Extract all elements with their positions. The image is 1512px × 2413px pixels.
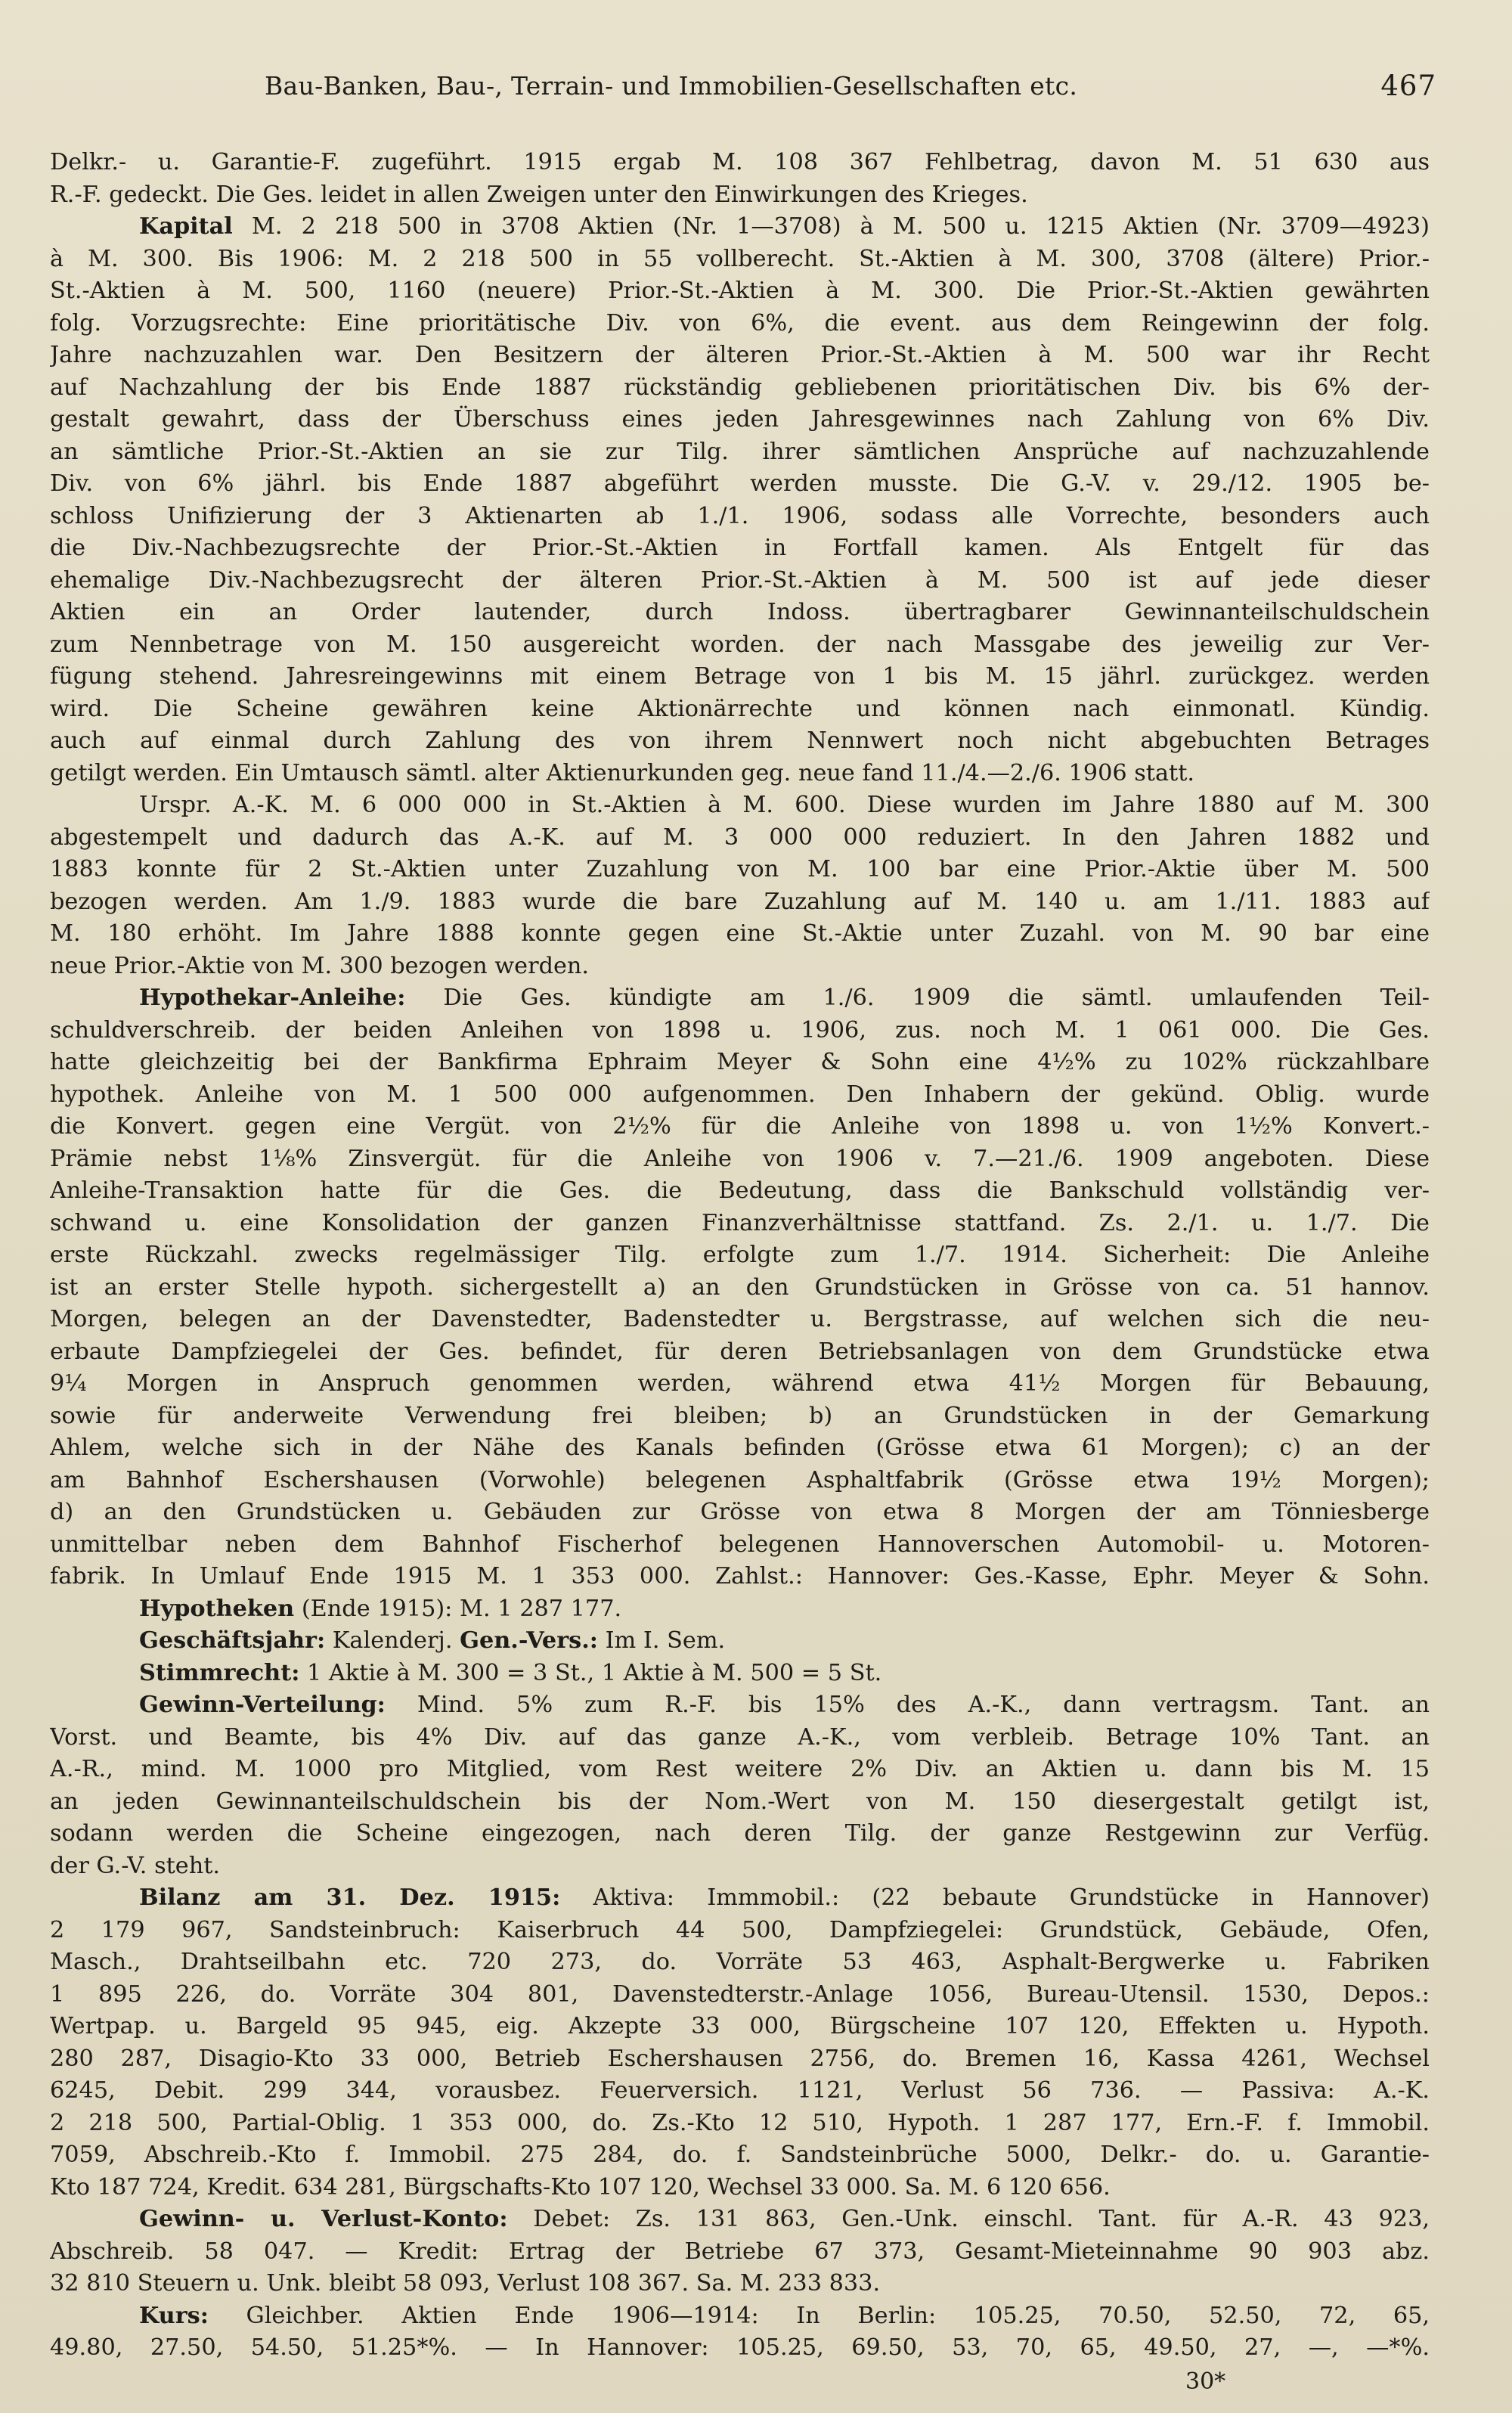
line-text: 1 Aktie à M. 300 = 3 St., 1 Aktie à M. 500 = 5 St. xyxy=(299,1659,882,1686)
section-heading: Geschäftsjahr: xyxy=(139,1627,326,1654)
line-text: 32 810 Steuern u. Unk. bleibt 58 093, Verlust 108 367. Sa. M. 233 833. xyxy=(50,2270,881,2297)
line-text: d) an den Grundstücken u. Gebäuden zur Grösse von etwa 8 Morgen der am Tönniesberge xyxy=(50,1499,1430,1525)
text-line xyxy=(50,1786,1430,1819)
section-heading: Gen.-Vers.: xyxy=(460,1627,598,1654)
text-line xyxy=(50,340,1430,372)
line-text: am Bahnhof Eschershausen (Vorwohle) belegenen Asphaltfabrik (Grösse etwa 19½ Morgen); xyxy=(50,1466,1430,1493)
text-line xyxy=(50,1111,1430,1143)
line-text: St.-Aktien à M. 500, 1160 (neuere) Prior.-St.-Aktien à M. 300. Die Prior.-St.-Aktien gewährten xyxy=(50,278,1430,304)
line-text: unmittelbar neben dem Bahnhof Fischerhof belegenen Hannoverschen Automobil- u. Motoren- xyxy=(50,1531,1430,1558)
section-heading: Kapital xyxy=(139,213,233,240)
line-text: erbaute Dampfziegelei der Ges. befindet, für deren Betriebsanlagen von dem Grundstücke etwa xyxy=(50,1338,1430,1365)
section-heading: Bilanz am 31. Dez. 1915: xyxy=(139,1884,561,1911)
text-line xyxy=(50,1946,1430,1979)
line-text: Urspr. A.-K. M. 6 000 000 in St.-Aktien à M. 600. Diese wurden im Jahre 1880 auf M. 300 xyxy=(139,792,1430,818)
text-line xyxy=(50,404,1430,436)
text-line xyxy=(50,1015,1430,1047)
line-text: ist an erster Stelle hypoth. sichergestellt a) an den Grundstücken in Grösse von ca. 51 hannov. xyxy=(50,1273,1430,1301)
text-line xyxy=(50,243,1430,276)
line-text: Mind. 5% zum R.-F. bis 15% des A.-K., dann vertragsm. Tant. an xyxy=(385,1692,1430,1718)
text-line xyxy=(50,789,1430,822)
text-line xyxy=(50,1047,1430,1079)
page-number: 467 xyxy=(1380,70,1436,102)
text-line xyxy=(50,822,1430,854)
text-line xyxy=(50,951,1430,983)
section-heading: Hypothekar-Anleihe: xyxy=(139,985,406,1011)
text-line xyxy=(50,2043,1430,2076)
line-text: 9¼ Morgen in Anspruch genommen werden, während etwa 41½ Morgen für Bebauung, xyxy=(50,1370,1430,1397)
line-text: an sämtliche Prior.-St.-Aktien an sie zur Tilg. ihrer sämtlichen Ansprüche auf nachzuzahlende xyxy=(50,438,1430,465)
text-line xyxy=(50,2300,1430,2333)
text-line xyxy=(50,1239,1430,1272)
text-line xyxy=(50,1336,1430,1369)
text-line xyxy=(50,1561,1430,1593)
line-text: zum Nennbetrage von M. 150 ausgereicht worden. der nach Massgabe des jeweilig zur Ver- xyxy=(50,631,1430,658)
text-line xyxy=(50,629,1430,662)
line-text: Vorst. und Beamte, bis 4% Div. auf das ganze A.-K., vom verbleib. Betrage 10% Tant. an xyxy=(50,1723,1430,1751)
line-text: (Ende 1915): M. 1 287 177. xyxy=(294,1595,622,1622)
running-head: Bau-Banken, Bau-, Terrain- und Immobilien-Gesellschaften etc. xyxy=(265,71,1078,101)
line-text: hypothek. Anleihe von M. 1 500 000 aufgenommen. Den Inhabern der gekünd. Oblig. wurde xyxy=(50,1081,1430,1108)
text-line xyxy=(50,725,1430,758)
line-text: schwand u. eine Konsolidation der ganzen Finanzverhältnisse stattfand. Zs. 2./1. u. 1./7. Die xyxy=(50,1209,1430,1236)
text-line xyxy=(50,1979,1430,2011)
line-text: R.-F. gedeckt. Die Ges. leidet in allen Zweigen unter den Einwirkungen des Krieges. xyxy=(50,181,1028,208)
line-text: sodann werden die Scheine eingezogen, nach deren Tilg. der ganze Restgewinn zur Verfüg. xyxy=(50,1820,1430,1847)
line-text: 2 179 967, Sandsteinbruch: Kaiserbruch 44 500, Dampfziegelei: Grundstück, Gebäude, Ofen, xyxy=(50,1916,1430,1943)
line-text: Gleichber. Aktien Ende 1906—1914: In Berlin: 105.25, 70.50, 52.50, 72, 65, xyxy=(208,2302,1430,2329)
line-text: Prämie nebst 1⅛% Zinsvergüt. für die Anleihe von 1906 v. 7.—21./6. 1909 angeboten. Diese xyxy=(50,1145,1430,1172)
line-text: an jeden Gewinnanteilschuldschein bis der Nom.-Wert von M. 150 diesergestalt getilgt ist, xyxy=(50,1788,1430,1815)
text-line xyxy=(50,372,1430,405)
line-text: Kalenderj. xyxy=(325,1627,460,1654)
line-text: Morgen, belegen an der Davenstedter, Badenstedter u. Bergstrasse, auf welchen sich die neu- xyxy=(50,1306,1430,1332)
line-text: der G.-V. steht. xyxy=(50,1852,221,1879)
text-line xyxy=(50,1658,1430,1690)
line-text: schloss Unifizierung der 3 Aktienarten ab 1./1. 1906, sodass alle Vorrechte, besonders auch xyxy=(50,502,1430,529)
text-line xyxy=(50,179,1430,212)
line-text: Delkr.- u. Garantie-F. zugeführt. 1915 ergab M. 108 367 Fehlbetrag, davon M. 51 630 aus xyxy=(50,149,1430,175)
section-heading: Hypotheken xyxy=(139,1595,295,1622)
text-line xyxy=(50,886,1430,919)
text-line xyxy=(50,982,1430,1015)
text-line xyxy=(50,693,1430,726)
line-text: Masch., Drahtseilbahn etc. 720 273, do. Vorräte 53 463, Asphalt-Bergwerke u. Fabriken xyxy=(50,1949,1430,1975)
text-line xyxy=(50,436,1430,469)
line-text: fügung stehend. Jahresreingewinns mit einem Betrage von 1 bis M. 15 jährl. zurückgez. werden xyxy=(50,663,1430,690)
text-line xyxy=(50,1143,1430,1176)
line-text: Abschreib. 58 047. — Kredit: Ertrag der Betriebe 67 373, Gesamt-Mieteinnahme 90 903 abz. xyxy=(50,2238,1430,2265)
text-line xyxy=(50,1754,1430,1786)
text-line xyxy=(50,1208,1430,1240)
text-line xyxy=(50,1882,1430,1915)
text-line xyxy=(50,2204,1430,2236)
text-line xyxy=(50,2236,1430,2269)
line-text: getilgt werden. Ein Umtausch sämtl. alter Aktienurkunden geg. neue fand 11./4.—2./6. 1906 statt. xyxy=(50,759,1195,786)
line-text: folg. Vorzugsrechte: Eine prioritätische Div. von 6%, die event. aus dem Reingewinn der folg. xyxy=(50,309,1430,337)
text-line xyxy=(50,275,1430,308)
line-text: 1883 konnte für 2 St.-Aktien unter Zuzahlung von M. 100 bar eine Prior.-Aktie über M. 500 xyxy=(50,856,1430,882)
line-text: A.-R., mind. M. 1000 pro Mitglied, vom Rest weitere 2% Div. an Aktien u. dann bis M. 15 xyxy=(50,1756,1430,1782)
text-line xyxy=(50,1304,1430,1336)
line-text: 6245, Debit. 299 344, vorausbez. Feuerversich. 1121, Verlust 56 736. — Passiva: A.-K. xyxy=(50,2077,1430,2104)
line-text: gestalt gewahrt, dass der Überschuss eines jeden Jahresgewinnes nach Zahlung von 6% Div. xyxy=(50,406,1430,433)
line-text: Wertpap. u. Bargeld 95 945, eig. Akzepte 33 000, Bürgscheine 107 120, Effekten u. Hypoth. xyxy=(50,2013,1430,2039)
line-text: Die Ges. kündigte am 1./6. 1909 die sämtl. umlaufenden Teil- xyxy=(405,985,1430,1011)
line-text: Div. von 6% jährl. bis Ende 1887 abgeführt werden musste. Die G.-V. v. 29./12. 1905 be- xyxy=(50,470,1430,497)
text-line xyxy=(50,758,1430,790)
line-text: Anleihe-Transaktion hatte für die Ges. die Bedeutung, dass die Bankschuld vollständig ver- xyxy=(50,1177,1430,1204)
line-text: Ahlem, welche sich in der Nähe des Kanals befinden (Grösse etwa 61 Morgen); c) an der xyxy=(50,1434,1430,1461)
line-text: die Konvert. gegen eine Vergüt. von 2½% für die Anleihe von 1898 u. von 1½% Konvert.- xyxy=(50,1113,1430,1140)
text-line xyxy=(50,147,1430,179)
signature-mark: 30* xyxy=(1185,2368,1226,2395)
line-text: M. 2 218 500 in 3708 Aktien (Nr. 1—3708) à M. 500 u. 1215 Aktien (Nr. 3709—4923) xyxy=(232,213,1430,240)
line-text: Aktiva: Immmobil.: (22 bebaute Grundstücke in Hannover) xyxy=(560,1884,1430,1911)
text-line xyxy=(50,1496,1430,1529)
text-line xyxy=(50,1529,1430,1562)
text-line xyxy=(50,1175,1430,1208)
text-line xyxy=(50,1432,1430,1465)
text-line xyxy=(50,1079,1430,1112)
line-text: hatte gleichzeitig bei der Bankfirma Ephraim Meyer & Sohn eine 4½% zu 102% rückzahlbare xyxy=(50,1049,1430,1075)
text-line xyxy=(50,532,1430,565)
line-text: M. 180 erhöht. Im Jahre 1888 konnte gegen eine St.-Aktie unter Zuzahl. von M. 90 bar eine xyxy=(50,920,1430,947)
text-line xyxy=(50,2172,1430,2204)
line-text: à M. 300. Bis 1906: M. 2 218 500 in 55 vollberecht. St.-Aktien à M. 300, 3708 (ältere) Prior.- xyxy=(50,245,1430,272)
line-text: auf Nachzahlung der bis Ende 1887 rückständig gebliebenen prioritätischen Div. bis 6% der- xyxy=(50,374,1430,401)
body-text xyxy=(50,147,1430,2365)
section-heading: Stimmrecht: xyxy=(139,1659,300,1686)
text-line xyxy=(50,2075,1430,2107)
text-line xyxy=(50,1272,1430,1304)
text-line xyxy=(50,1850,1430,1883)
line-text: bezogen werden. Am 1./9. 1883 wurde die bare Zuzahlung auf M. 140 u. am 1./11. 1883 auf xyxy=(50,888,1430,915)
line-text: neue Prior.-Aktie von M. 300 bezogen werden. xyxy=(50,952,590,979)
line-text: sowie für anderweite Verwendung frei bleiben; b) an Grundstücken in der Gemarkung xyxy=(50,1402,1430,1429)
line-text: 49.80, 27.50, 54.50, 51.25*%. — In Hannover: 105.25, 69.50, 53, 70, 65, 49.50, 27, —, —*%. xyxy=(50,2334,1430,2361)
text-line xyxy=(50,1465,1430,1497)
section-heading: Gewinn- u. Verlust-Konto: xyxy=(139,2206,508,2232)
line-text: 280 287, Disagio-Kto 33 000, Betrieb Eschershausen 2756, do. Bremen 16, Kassa 4261, Wechsel xyxy=(50,2045,1430,2072)
line-text: auch auf einmal durch Zahlung des von ihrem Nennwert noch nicht abgebuchten Betrages xyxy=(50,727,1430,754)
section-heading: Gewinn-Verteilung: xyxy=(139,1692,386,1718)
text-line xyxy=(50,1818,1430,1850)
line-text: 2 218 500, Partial-Oblig. 1 353 000, do. Zs.-Kto 12 510, Hypoth. 1 287 177, Ern.-F. f. Immobil. xyxy=(50,2109,1430,2136)
text-line xyxy=(50,1689,1430,1722)
line-text: die Div.-Nachbezugsrechte der Prior.-St.-Aktien in Fortfall kamen. Als Entgelt für das xyxy=(50,535,1430,561)
text-line xyxy=(50,211,1430,243)
line-text: 7059, Abschreib.-Kto f. Immobil. 275 284, do. f. Sandsteinbrüche 5000, Delkr.- do. u. Garantie- xyxy=(50,2142,1430,2168)
line-text: ehemalige Div.-Nachbezugsrecht der älteren Prior.-St.-Aktien à M. 500 ist auf jede dieser xyxy=(50,566,1430,594)
text-line xyxy=(50,597,1430,629)
line-text: fabrik. In Umlauf Ende 1915 M. 1 353 000. Zahlst.: Hannover: Ges.-Kasse, Ephr. Meyer & Sohn. xyxy=(50,1563,1430,1590)
line-text: Kto 187 724, Kredit. 634 281, Bürgschafts-Kto 107 120, Wechsel 33 000. Sa. M. 6 120 656. xyxy=(50,2173,1111,2201)
line-text: Jahre nachzuzahlen war. Den Besitzern der älteren Prior.-St.-Aktien à M. 500 war ihr Recht xyxy=(50,342,1430,368)
line-text: erste Rückzahl. zwecks regelmässiger Tilg. erfolgte zum 1./7. 1914. Sicherheit: Die Anleihe xyxy=(50,1242,1430,1268)
text-line xyxy=(50,308,1430,340)
text-line xyxy=(50,565,1430,597)
text-line xyxy=(50,1915,1430,1947)
line-text: schuldverschreib. der beiden Anleihen von 1898 u. 1906, zus. noch M. 1 061 000. Die Ges. xyxy=(50,1016,1430,1044)
text-line xyxy=(50,501,1430,533)
text-line xyxy=(50,2332,1430,2365)
line-text: wird. Die Scheine gewähren keine Aktionärrechte und können nach einmonatl. Kündig. xyxy=(50,695,1430,722)
text-line xyxy=(50,1593,1430,1626)
text-line xyxy=(50,1722,1430,1754)
text-line xyxy=(50,2139,1430,2172)
text-line xyxy=(50,661,1430,693)
line-text: Im I. Sem. xyxy=(597,1627,726,1654)
text-line xyxy=(50,2268,1430,2300)
text-line xyxy=(50,2107,1430,2140)
text-line xyxy=(50,1368,1430,1400)
text-line xyxy=(50,2011,1430,2043)
line-text: 1 895 226, do. Vorräte 304 801, Davenstedterstr.-Anlage 1056, Bureau-Utensil. 1530, Depos.: xyxy=(50,1980,1430,2008)
text-line xyxy=(50,468,1430,501)
text-line xyxy=(50,854,1430,886)
text-line xyxy=(50,918,1430,951)
line-text: abgestempelt und dadurch das A.-K. auf M. 3 000 000 reduziert. In den Jahren 1882 und xyxy=(50,823,1430,851)
page-header xyxy=(265,71,1436,116)
line-text: Aktien ein an Order lautender, durch Indoss. übertragbarer Gewinnanteilschuldschein xyxy=(50,599,1430,625)
text-line xyxy=(50,1400,1430,1433)
section-heading: Kurs: xyxy=(139,2302,209,2329)
text-line xyxy=(50,1625,1430,1658)
line-text: Debet: Zs. 131 863, Gen.-Unk. einschl. Tant. für A.-R. 43 923, xyxy=(507,2206,1430,2232)
